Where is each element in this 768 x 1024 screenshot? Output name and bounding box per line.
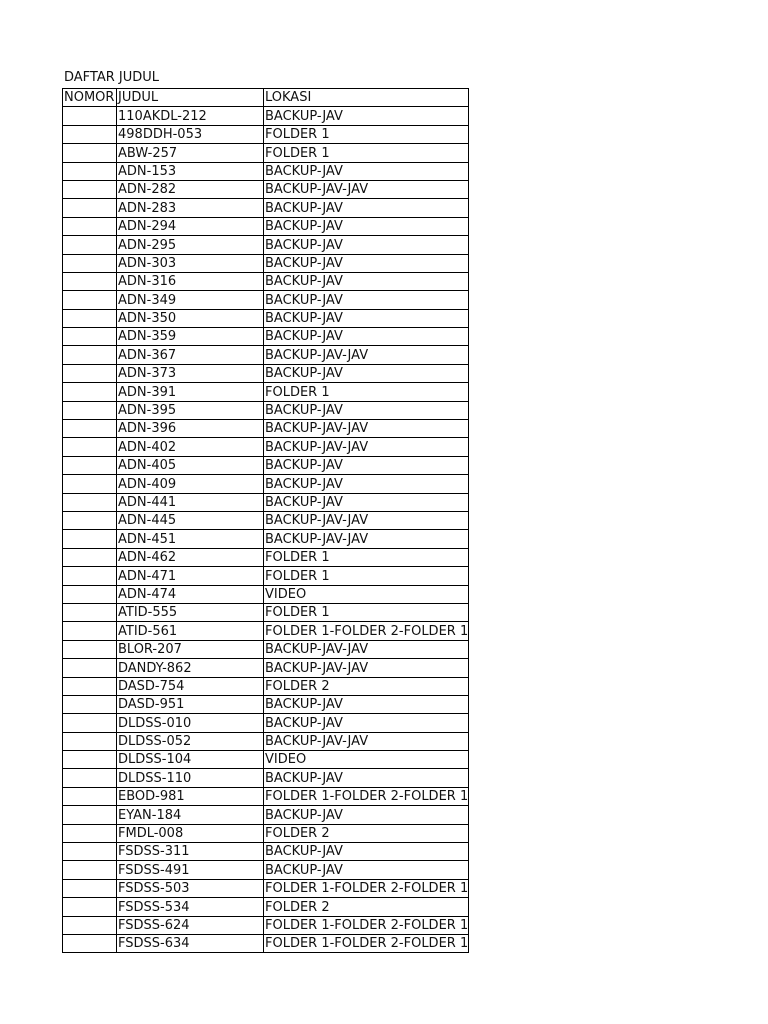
cell-judul: DASD-951	[117, 695, 264, 713]
cell-nomor	[63, 732, 117, 750]
cell-judul: DLDSS-052	[117, 732, 264, 750]
cell-judul: FSDSS-311	[117, 843, 264, 861]
table-row	[63, 934, 469, 952]
cell-lokasi: FOLDER 2	[264, 677, 469, 695]
cell-lokasi: BACKUP-JAV-JAV	[264, 640, 469, 658]
cell-judul: EBOD-981	[117, 787, 264, 805]
cell-lokasi: BACKUP-JAV	[264, 364, 469, 382]
cell-judul: ADN-350	[117, 309, 264, 327]
cell-nomor	[63, 107, 117, 125]
cell-nomor	[63, 236, 117, 254]
cell-nomor	[63, 567, 117, 585]
table-row	[63, 328, 469, 346]
table-row	[63, 806, 469, 824]
cell-nomor	[63, 585, 117, 603]
cell-lokasi: BACKUP-JAV	[264, 861, 469, 879]
cell-judul: ADN-303	[117, 254, 264, 272]
table-row	[63, 438, 469, 456]
cell-lokasi: BACKUP-JAV-JAV	[264, 659, 469, 677]
cell-judul: ADN-294	[117, 217, 264, 235]
cell-judul: ADN-316	[117, 272, 264, 290]
cell-lokasi: BACKUP-JAV	[264, 475, 469, 493]
table-row	[63, 309, 469, 327]
cell-lokasi: BACKUP-JAV	[264, 236, 469, 254]
cell-nomor	[63, 916, 117, 934]
cell-nomor	[63, 879, 117, 897]
cell-judul: ADN-295	[117, 236, 264, 254]
table-row	[63, 585, 469, 603]
cell-nomor	[63, 420, 117, 438]
cell-nomor	[63, 751, 117, 769]
cell-nomor	[63, 254, 117, 272]
cell-lokasi: FOLDER 1	[264, 603, 469, 621]
cell-judul: ADN-367	[117, 346, 264, 364]
cell-judul: ADN-441	[117, 493, 264, 511]
table-row	[63, 162, 469, 180]
cell-lokasi: BACKUP-JAV	[264, 401, 469, 419]
cell-nomor	[63, 787, 117, 805]
cell-lokasi: BACKUP-JAV	[264, 456, 469, 474]
cell-lokasi: FOLDER 1	[264, 125, 469, 143]
cell-lokasi: FOLDER 1	[264, 548, 469, 566]
cell-judul: ADN-402	[117, 438, 264, 456]
table-row	[63, 769, 469, 787]
table-row	[63, 787, 469, 805]
cell-judul: ADN-153	[117, 162, 264, 180]
cell-judul: FMDL-008	[117, 824, 264, 842]
cell-nomor	[63, 383, 117, 401]
cell-nomor	[63, 511, 117, 529]
cell-lokasi: FOLDER 1	[264, 144, 469, 162]
cell-lokasi: BACKUP-JAV	[264, 272, 469, 290]
table-row	[63, 677, 469, 695]
cell-nomor	[63, 199, 117, 217]
cell-lokasi: FOLDER 1-FOLDER 2-FOLDER 1	[265, 881, 469, 897]
cell-judul: FSDSS-503	[117, 879, 264, 897]
cell-nomor	[63, 346, 117, 364]
table-row	[63, 695, 469, 713]
table-row	[63, 622, 469, 640]
cell-nomor	[63, 162, 117, 180]
cell-judul: ATID-561	[117, 622, 264, 640]
title-list-table	[62, 88, 469, 953]
table-row	[63, 493, 469, 511]
cell-nomor	[63, 769, 117, 787]
cell-judul: ADN-409	[117, 475, 264, 493]
cell-lokasi: BACKUP-JAV	[264, 328, 469, 346]
table-row	[63, 548, 469, 566]
cell-judul: DLDSS-110	[117, 769, 264, 787]
cell-nomor	[63, 843, 117, 861]
header-row	[63, 89, 469, 107]
cell-nomor	[63, 401, 117, 419]
cell-nomor	[63, 622, 117, 640]
table-row	[63, 291, 469, 309]
cell-judul: ADN-471	[117, 567, 264, 585]
cell-lokasi: BACKUP-JAV-JAV	[264, 530, 469, 548]
table-row	[63, 107, 469, 125]
cell-lokasi: BACKUP-JAV-JAV	[264, 180, 469, 198]
cell-judul: 498DDH-053	[117, 125, 264, 143]
cell-lokasi: BACKUP-JAV-JAV	[264, 511, 469, 529]
cell-lokasi: BACKUP-JAV	[264, 291, 469, 309]
cell-lokasi: BACKUP-JAV	[264, 162, 469, 180]
table-row	[63, 456, 469, 474]
cell-lokasi: BACKUP-JAV	[264, 107, 469, 125]
table-row	[63, 401, 469, 419]
table-row	[63, 530, 469, 548]
cell-lokasi: BACKUP-JAV	[264, 695, 469, 713]
table-row	[63, 861, 469, 879]
cell-judul: FSDSS-624	[117, 916, 264, 934]
cell-judul: DLDSS-104	[117, 751, 264, 769]
cell-lokasi: FOLDER 2	[264, 898, 469, 916]
table-row	[63, 843, 469, 861]
cell-lokasi: BACKUP-JAV	[264, 217, 469, 235]
table-row	[63, 659, 469, 677]
cell-nomor	[63, 806, 117, 824]
cell-judul: ADN-282	[117, 180, 264, 198]
document-title: DAFTAR JUDUL	[64, 70, 160, 85]
cell-judul: FSDSS-491	[117, 861, 264, 879]
cell-judul: ADN-396	[117, 420, 264, 438]
cell-judul: ADN-283	[117, 199, 264, 217]
table-row	[63, 125, 469, 143]
cell-judul: ADN-391	[117, 383, 264, 401]
table-row	[63, 272, 469, 290]
cell-lokasi: BACKUP-JAV	[264, 254, 469, 272]
table-row	[63, 714, 469, 732]
cell-nomor	[63, 475, 117, 493]
table-row	[63, 180, 469, 198]
cell-nomor	[63, 530, 117, 548]
cell-lokasi: BACKUP-JAV-JAV	[264, 438, 469, 456]
cell-nomor	[63, 640, 117, 658]
cell-nomor	[63, 824, 117, 842]
cell-nomor	[63, 364, 117, 382]
cell-judul: ABW-257	[117, 144, 264, 162]
cell-judul: DLDSS-010	[117, 714, 264, 732]
cell-lokasi: FOLDER 1	[264, 383, 469, 401]
cell-judul: FSDSS-634	[117, 934, 264, 952]
table-row	[63, 144, 469, 162]
cell-nomor	[63, 328, 117, 346]
cell-nomor	[63, 217, 117, 235]
cell-nomor	[63, 934, 117, 952]
cell-judul: ADN-359	[117, 328, 264, 346]
table-row	[63, 236, 469, 254]
cell-lokasi: FOLDER 1	[264, 567, 469, 585]
cell-nomor	[63, 659, 117, 677]
table-row	[63, 603, 469, 621]
cell-nomor	[63, 548, 117, 566]
cell-judul: FSDSS-534	[117, 898, 264, 916]
cell-judul: EYAN-184	[117, 806, 264, 824]
table-row	[63, 364, 469, 382]
cell-lokasi: VIDEO	[264, 585, 469, 603]
cell-judul: DANDY-862	[117, 659, 264, 677]
cell-lokasi: FOLDER 1-FOLDER 2-FOLDER 1	[265, 936, 469, 952]
table-row	[63, 199, 469, 217]
cell-nomor	[63, 603, 117, 621]
table-row	[63, 732, 469, 750]
header-nomor: NOMOR	[63, 89, 117, 107]
header-judul: JUDUL	[117, 89, 264, 107]
table-row	[63, 879, 469, 897]
cell-judul: ADN-373	[117, 364, 264, 382]
cell-nomor	[63, 898, 117, 916]
cell-judul: ADN-349	[117, 291, 264, 309]
cell-lokasi: BACKUP-JAV-JAV	[264, 420, 469, 438]
cell-nomor	[63, 309, 117, 327]
table-row	[63, 475, 469, 493]
table-row	[63, 824, 469, 842]
cell-judul: ATID-555	[117, 603, 264, 621]
table-row	[63, 346, 469, 364]
cell-lokasi: FOLDER 1-FOLDER 2-FOLDER 1	[265, 623, 469, 639]
cell-lokasi: BACKUP-JAV	[264, 199, 469, 217]
cell-nomor	[63, 456, 117, 474]
cell-judul: ADN-405	[117, 456, 264, 474]
cell-nomor	[63, 144, 117, 162]
table-row	[63, 511, 469, 529]
cell-judul: ADN-395	[117, 401, 264, 419]
cell-lokasi: BACKUP-JAV	[264, 309, 469, 327]
table-row	[63, 640, 469, 658]
cell-nomor	[63, 180, 117, 198]
table-row	[63, 898, 469, 916]
cell-nomor	[63, 861, 117, 879]
cell-judul: BLOR-207	[117, 640, 264, 658]
table-row	[63, 567, 469, 585]
cell-lokasi: BACKUP-JAV	[264, 493, 469, 511]
cell-lokasi: BACKUP-JAV-JAV	[264, 346, 469, 364]
cell-nomor	[63, 272, 117, 290]
table-row	[63, 217, 469, 235]
table-row	[63, 383, 469, 401]
cell-judul: ADN-462	[117, 548, 264, 566]
cell-nomor	[63, 125, 117, 143]
header-lokasi: LOKASI	[264, 89, 469, 107]
cell-nomor	[63, 714, 117, 732]
cell-judul: ADN-451	[117, 530, 264, 548]
table-row	[63, 751, 469, 769]
cell-judul: ADN-474	[117, 585, 264, 603]
cell-nomor	[63, 438, 117, 456]
cell-lokasi: BACKUP-JAV	[264, 806, 469, 824]
cell-nomor	[63, 695, 117, 713]
cell-nomor	[63, 291, 117, 309]
table-row	[63, 254, 469, 272]
cell-nomor	[63, 677, 117, 695]
cell-lokasi: BACKUP-JAV	[264, 714, 469, 732]
cell-lokasi: BACKUP-JAV-JAV	[264, 732, 469, 750]
cell-judul: 110AKDL-212	[117, 107, 264, 125]
cell-judul: ADN-445	[117, 511, 264, 529]
cell-lokasi: VIDEO	[264, 751, 469, 769]
cell-lokasi: FOLDER 1-FOLDER 2-FOLDER 1	[265, 789, 469, 805]
cell-lokasi: BACKUP-JAV	[264, 769, 469, 787]
cell-nomor	[63, 493, 117, 511]
cell-judul: DASD-754	[117, 677, 264, 695]
table-row	[63, 420, 469, 438]
cell-lokasi: FOLDER 1-FOLDER 2-FOLDER 1	[265, 917, 469, 933]
table-row	[63, 916, 469, 934]
cell-lokasi: BACKUP-JAV	[264, 843, 469, 861]
cell-lokasi: FOLDER 2	[264, 824, 469, 842]
